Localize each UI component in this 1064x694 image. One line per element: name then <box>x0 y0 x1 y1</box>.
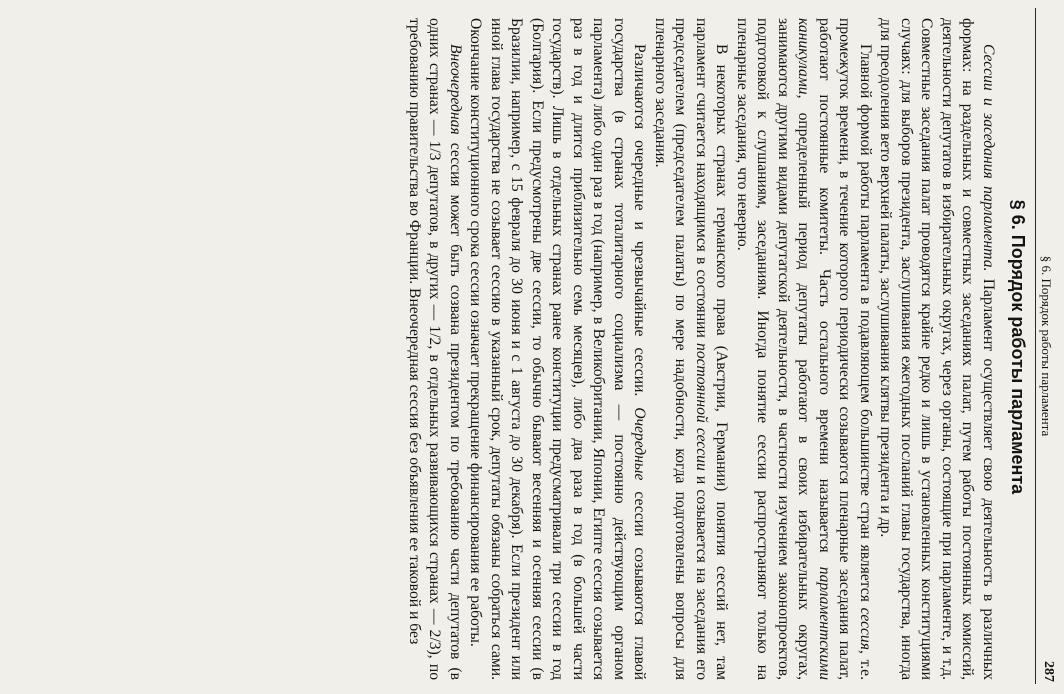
text-run: Различаются очередные и чрезвычайные сессии. <box>631 44 649 408</box>
running-head-text: § 6. Порядок работы парламента <box>1039 255 1054 437</box>
text-run: постоянной сессии <box>693 343 710 471</box>
page-number: 287 <box>1041 661 1056 682</box>
text-run: Главной формой работы парламента в подавляющем большинстве стран является <box>857 44 874 608</box>
text-run: Внеочередная <box>447 44 464 135</box>
text-run: сессии созываются главой государства (в странах тоталитарного социализма — постоянно действующим органом парламента) либо один раз в год (например, в Великобритании, Японии, Египте сессия созывается раз в год и длится приблизительно семь месяцев), либо два раза в год (в большей части государств). Лишь в отдельных странах ранее конституции предусматривали три сессии в год (Болгария). Если предусмотрены две сессии, то обычно бывают весенняя и осенняя сессии (в Бразилии, например, с 15 февраля до 30 июня и с 1 августа до 30 декабря). Если президент или иной глава государства не созывает сессию в указанный срок, депутаты обязаны собраться сами. Окончание конституционного срока сессии означает прекращение финансирования ее работы. <box>467 18 649 680</box>
running-head <box>1035 8 1054 684</box>
section-title: § 6. Порядок работы парламента <box>1008 199 1028 495</box>
text-run: определенный период депутаты работают в своих избирательных округах, занимаются другими видами депутатской деятельности, в частности изучением законопроектов, подготовкой к слушаниям, заседаниям. Иногда понятие сессии распространяют только на пленарные заседания, что неверно. <box>734 18 813 680</box>
paragraph <box>875 18 998 680</box>
paragraph <box>650 18 732 680</box>
paragraph <box>465 18 650 680</box>
text-run: сессия может быть созвана президентом по требованию части депутатов (в одних странах — 1/3 депутатов, в других — 1/2, в отдельных развивающихся странах — 2/3), по требованию правительства во Франции. Внеочередная сессия без объявления ее таковой и без <box>406 18 464 680</box>
text-run: В некоторых странах германского права (Австрии, Германии) понятия сессий нет, там парламент считается находящимся в состоянии <box>693 18 731 680</box>
text-run: Сессии и заседания парламента. <box>980 44 997 272</box>
paragraph <box>404 18 466 680</box>
text-run: Парламент осуществляет свою деятельность в различных формах: на раздельных и совместных заседаниях палат, путем работы постоянных комиссий, деятельности депутатов в избирательных округах, через органы, состоящие при парламенте, и т.д. Совместные заседания палат проводятся крайне редко и лишь в установленных конституциями случаях: для выборов президента, заслушивания ежегодных посланий главы государства, иногда для преодоления вето верхней палаты, заслушивания клятвы президента и др. <box>877 18 997 680</box>
text-run: Очередные <box>631 407 649 481</box>
body-text <box>6 18 998 680</box>
text-run: парламентскими каникулами, <box>795 18 833 680</box>
text-run: т.е. промежуток времени, в течение которого периодически созываются пленарные заседания палат, работают постоянные комитеты. Часть остального времени называется <box>816 18 874 680</box>
paragraph <box>732 18 876 680</box>
text-run: и созывается на заседания его председателем (председателем палаты) по мере надобности, когда подготовлены вопросы для пленарного заседания. <box>652 18 710 680</box>
text-run: сессия, <box>857 607 874 654</box>
